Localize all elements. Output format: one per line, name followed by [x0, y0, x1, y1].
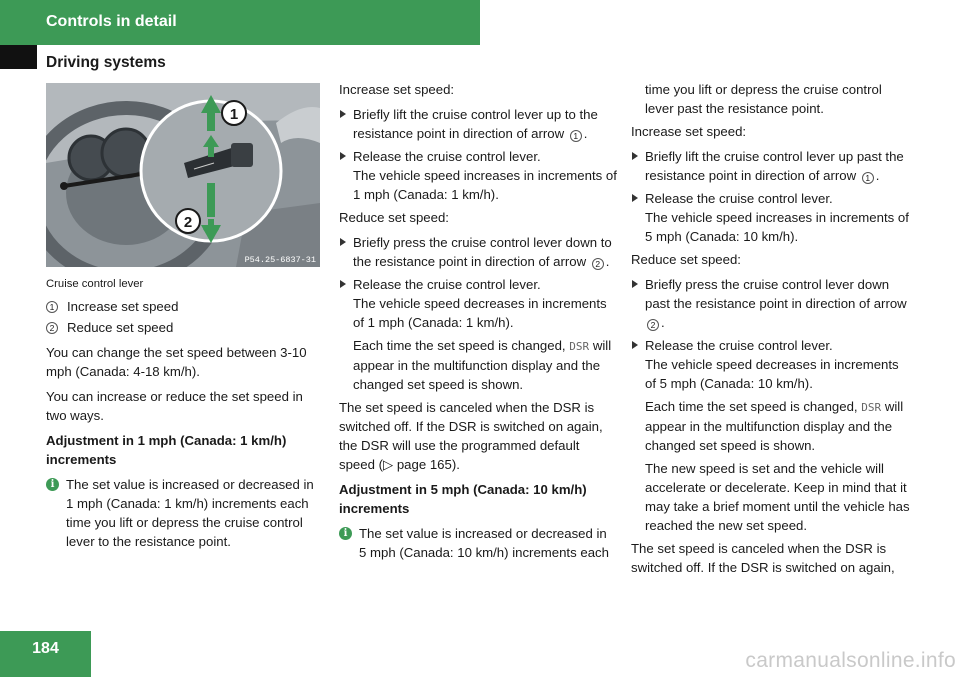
- step-arrow-icon: [632, 152, 638, 160]
- info-text: The set value is increased or decreased in 1 mph (Canada: 1 km/h) increments each time you lift or depress the cruise control lever to the resistance point.: [66, 477, 314, 549]
- cruise-control-illustration: [46, 83, 320, 267]
- dsr-note: [339, 336, 617, 394]
- svg-text:2: 2: [183, 214, 193, 231]
- step-item: [631, 336, 913, 355]
- page-number: 184: [32, 640, 59, 657]
- chapter-title: Controls in detail: [46, 13, 177, 30]
- info-continuation: time you lift or depress the cruise control lever past the resistance point.: [645, 82, 882, 116]
- legend-item-1: [46, 297, 322, 316]
- subheading: Adjustment in 1 mph (Canada: 1 km/h) increments: [46, 433, 287, 467]
- column-2: [339, 80, 617, 562]
- column-3: [631, 80, 913, 583]
- step-text: Release the cruise control lever.: [645, 338, 833, 353]
- subheading: Adjustment in 5 mph (Canada: 10 km/h) increments: [339, 482, 587, 516]
- note-text: Each time the set speed is changed,: [645, 399, 858, 414]
- step-text: Briefly lift the cruise control lever up to the resistance point in direction of arrow: [353, 107, 598, 141]
- watermark: carmanualsonline.info: [745, 649, 956, 672]
- step-text: .: [583, 126, 588, 141]
- section-title: Driving systems: [46, 54, 166, 71]
- legend-item-2: [46, 318, 322, 337]
- step-arrow-icon: [340, 280, 346, 288]
- step-arrow-icon: [632, 280, 638, 288]
- dsr-code: DSR: [569, 340, 590, 353]
- arrow-number: 1: [862, 172, 874, 184]
- step-text: Release the cruise control lever.: [645, 191, 833, 206]
- page-reference[interactable]: page 165).: [393, 457, 460, 472]
- step-text: Briefly press the cruise control lever down to the resistance point in direction of arrow: [353, 235, 612, 269]
- paragraph: You can increase or reduce the set speed in two ways.: [46, 389, 303, 423]
- step-text: Briefly press the cruise control lever down past the resistance point in direction of arrow: [645, 277, 907, 311]
- arrow-number: 2: [647, 319, 659, 331]
- step-arrow-icon: [340, 152, 346, 160]
- step-arrow-icon: [340, 238, 346, 246]
- step-result: The vehicle speed increases in increments of 1 mph (Canada: 1 km/h).: [353, 168, 617, 202]
- step-item: [339, 105, 617, 143]
- paragraph: You can change the set speed between 3-10 mph (Canada: 4-18 km/h).: [46, 345, 307, 379]
- step-arrow-icon: [340, 110, 346, 118]
- paragraph: [339, 398, 617, 474]
- note-text: Each time the set speed is changed,: [353, 338, 566, 353]
- step-text: Release the cruise control lever.: [353, 149, 541, 164]
- info-text: The set value is increased or decreased in 5 mph (Canada: 10 km/h) increments each: [359, 526, 609, 560]
- legend-number: 1: [46, 301, 58, 313]
- label: Reduce set speed:: [339, 210, 449, 225]
- column-1: [46, 80, 322, 551]
- dsr-code: DSR: [861, 401, 882, 414]
- label: Increase set speed:: [339, 82, 455, 97]
- figure-caption: Cruise control lever: [46, 278, 144, 290]
- step-result: The vehicle speed decreases in increments of 5 mph (Canada: 10 km/h).: [645, 357, 899, 391]
- label: Reduce set speed:: [631, 252, 741, 267]
- step-text: Release the cruise control lever.: [353, 277, 541, 292]
- info-icon: i: [46, 478, 59, 491]
- step-item: [339, 147, 617, 166]
- step-text: .: [875, 168, 880, 183]
- info-note: [339, 524, 617, 562]
- arrow-number: 1: [570, 130, 582, 142]
- step-item: [631, 147, 913, 185]
- legend-number: 2: [46, 322, 58, 334]
- step-arrow-icon: [632, 341, 638, 349]
- info-icon: i: [339, 527, 352, 540]
- step-arrow-icon: [632, 194, 638, 202]
- legend-label: Reduce set speed: [67, 320, 174, 335]
- legend-label: Increase set speed: [67, 299, 179, 314]
- paragraph-text: The set speed is canceled when the DSR is switched off. If the DSR is switched on again, the DSR will use the programmed default speed (: [339, 400, 603, 472]
- paragraph: The set speed is canceled when the DSR is switched off. If the DSR is switched on again,: [631, 541, 895, 575]
- step-item: [631, 189, 913, 208]
- step-item: [339, 275, 617, 294]
- step-item: [339, 233, 617, 271]
- step-item: [631, 275, 913, 332]
- new-speed-note: The new speed is set and the vehicle will accelerate or decelerate. Keep in mind that it may take a brief moment until the vehicle has reached the new set speed.: [645, 461, 910, 533]
- step-text: Briefly lift the cruise control lever up past the resistance point in direction of arrow: [645, 149, 904, 183]
- step-text: .: [605, 254, 610, 269]
- info-note: [46, 475, 322, 551]
- note-text: will appear in the multifunction display and the changed set speed is shown.: [645, 399, 904, 453]
- arrow-number: 2: [592, 258, 604, 270]
- step-text: .: [661, 315, 665, 330]
- step-result: The vehicle speed increases in increments of 5 mph (Canada: 10 km/h).: [645, 210, 909, 244]
- dsr-note: [631, 397, 913, 455]
- step-result: The vehicle speed decreases in increments of 1 mph (Canada: 1 km/h).: [353, 296, 607, 330]
- cruise-control-figure: [46, 83, 320, 267]
- page-ref-arrow-icon: ▷: [383, 457, 394, 472]
- figure-code: P54.25-6837-31: [244, 255, 316, 265]
- note-text: will appear in the multifunction display and the changed set speed is shown.: [353, 338, 612, 392]
- label: Increase set speed:: [631, 124, 747, 139]
- section-tab: [0, 45, 37, 69]
- svg-text:1: 1: [229, 106, 239, 123]
